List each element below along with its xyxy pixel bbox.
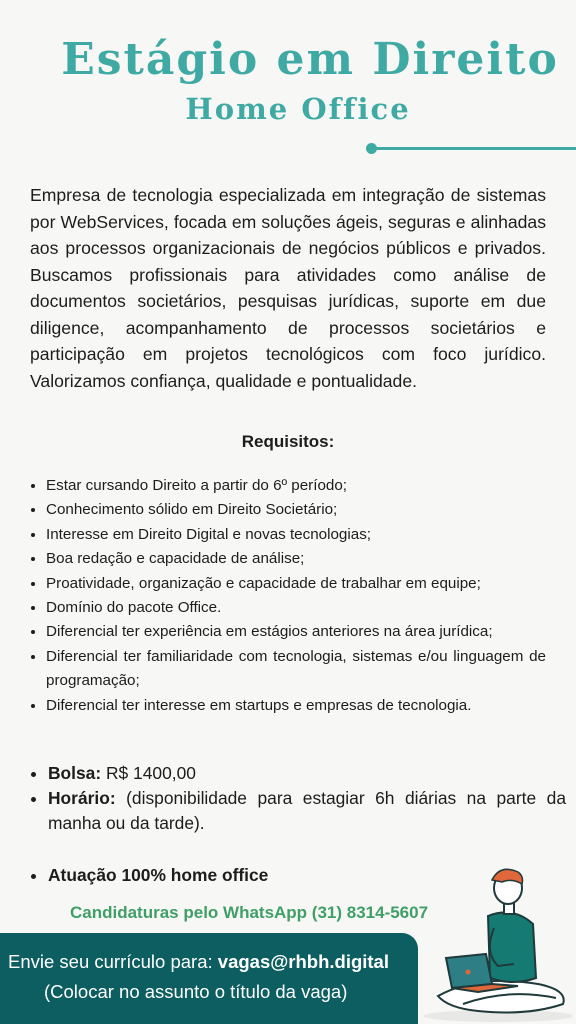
requirements-heading: Requisitos:	[241, 432, 335, 451]
details-list	[20, 761, 566, 836]
footer-line-2: (Colocar no assunto o título da vaga)	[44, 981, 348, 1002]
footer-email: vagas@rhbh.digital	[217, 951, 389, 972]
horario-value: (disponibilidade para estagiar 6h diárias na parte da manha ou da tarde).	[48, 788, 566, 833]
footer-line-1	[8, 951, 389, 973]
list-item: • Diferencial ter familiaridade com tecnologia, sistemas e/ou linguagem de programação;	[46, 645, 546, 694]
footer-prefix: Envie seu currículo para:	[8, 951, 218, 972]
page-title: Estágio em Direito	[61, 34, 559, 85]
bolsa-value: R$ 1400,00	[101, 763, 196, 783]
list-item: • Domínio do pacote Office.	[46, 596, 546, 620]
divider-line	[372, 147, 576, 150]
home-office-list	[20, 865, 268, 886]
horario-label: Horário:	[48, 788, 116, 808]
home-office-item: • Atuação 100% home office	[48, 865, 268, 886]
horario-item	[48, 786, 566, 836]
requirements-list	[20, 474, 546, 718]
divider-dot	[366, 143, 377, 154]
list-item: • Conhecimento sólido em Direito Societário;	[46, 498, 546, 522]
intro-paragraph: Empresa de tecnologia especializada em integração de sistemas por WebServices, focada em soluções ágeis, seguras e alinhadas aos processos organizacionais de negócios públicos e privados. Buscamos profissionais para atividades como análise de documentos societários, pesquisas jurídicas, suporte em due diligence, acompanhamento de processos societários e participação em projetos tecnológicos com foco jurídico. Valorizamos confiança, qualidade e pontualidade.	[30, 185, 546, 391]
footer-banner	[0, 933, 418, 1024]
whatsapp-contact: Candidaturas pelo WhatsApp (31) 8314-5607	[70, 903, 429, 922]
list-item: • Diferencial ter interesse em startups e empresas de tecnologia.	[46, 694, 546, 718]
person-laptop-illustration	[418, 866, 576, 1024]
list-item: • Boa redação e capacidade de análise;	[46, 547, 546, 571]
page-subtitle: Home Office	[185, 92, 411, 126]
bolsa-label: Bolsa:	[48, 763, 102, 783]
list-item: • Proatividade, organização e capacidade de trabalhar em equipe;	[46, 572, 546, 596]
bolsa-item	[48, 761, 566, 786]
list-item: • Estar cursando Direito a partir do 6º período;	[46, 474, 546, 498]
list-item: • Interesse em Direito Digital e novas tecnologias;	[46, 523, 546, 547]
list-item: • Diferencial ter experiência em estágios anteriores na área jurídica;	[46, 620, 546, 644]
